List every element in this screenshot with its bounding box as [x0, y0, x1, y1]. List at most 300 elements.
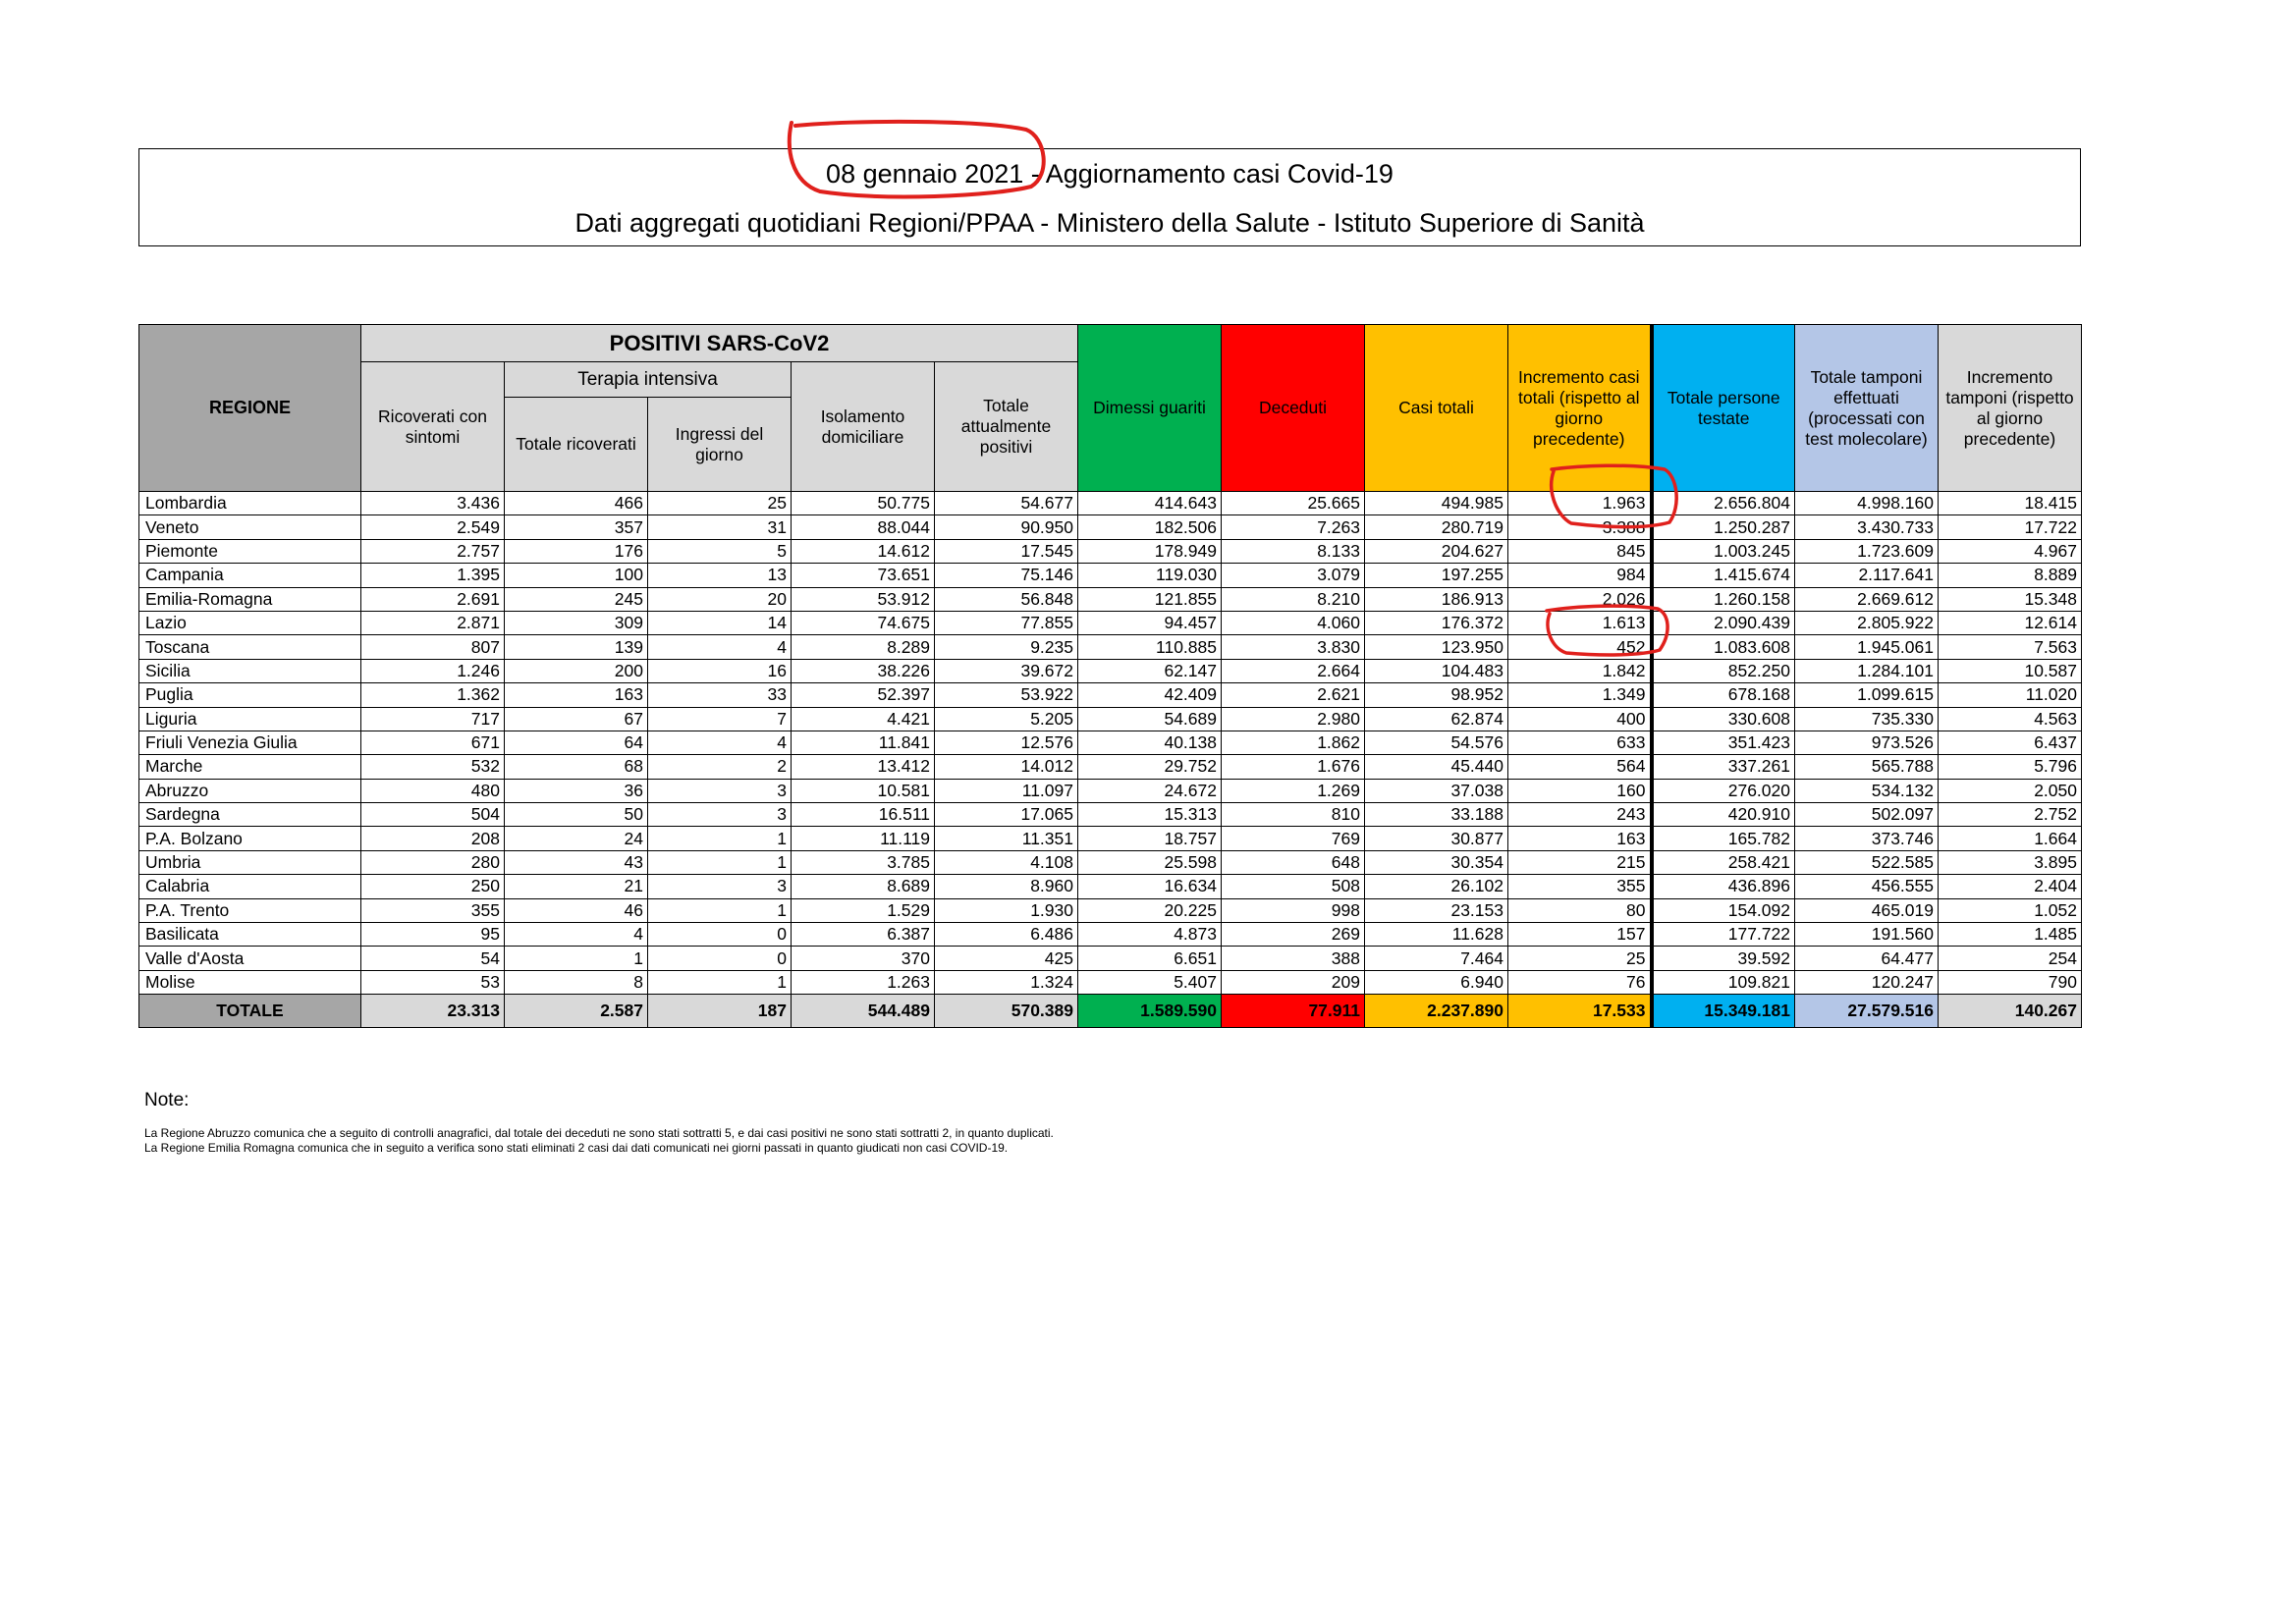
- cell-regione: Sicilia: [139, 659, 361, 682]
- cell-regione: Lombardia: [139, 492, 361, 515]
- cell-persone-testate: 258.421: [1652, 850, 1795, 874]
- table-row: [139, 779, 2082, 802]
- table-row: [139, 611, 2082, 634]
- cell-dimessi: 4.873: [1078, 923, 1222, 947]
- cell-dimessi: 62.147: [1078, 659, 1222, 682]
- cell-incremento-tamponi: 1.052: [1939, 898, 2082, 922]
- cell-isolamento: 38.226: [792, 659, 935, 682]
- cell-regione: P.A. Trento: [139, 898, 361, 922]
- table-row: [139, 827, 2082, 850]
- cell-deceduti: 648: [1222, 850, 1365, 874]
- cell-dimessi: 414.643: [1078, 492, 1222, 515]
- cell-ricoverati: 532: [361, 755, 505, 779]
- cell-casi-totali: 30.877: [1365, 827, 1508, 850]
- cell-regione: Liguria: [139, 707, 361, 731]
- cell-persone-testate: 2.090.439: [1652, 611, 1795, 634]
- cell-dimessi: 121.855: [1078, 587, 1222, 611]
- cell-ricoverati: 54: [361, 947, 505, 970]
- cell-incremento-tamponi: 17.722: [1939, 515, 2082, 539]
- cell-isolamento: 4.421: [792, 707, 935, 731]
- cell-casi-totali: 494.985: [1365, 492, 1508, 515]
- cell-casi-totali: 26.102: [1365, 875, 1508, 898]
- cell-ricoverati: 1.395: [361, 564, 505, 587]
- cell-ti-ingressi: 13: [648, 564, 792, 587]
- cell-persone-testate: 1.250.287: [1652, 515, 1795, 539]
- cell-persone-testate: 1.415.674: [1652, 564, 1795, 587]
- total-persone-testate: 15.349.181: [1652, 995, 1795, 1028]
- cell-regione: Molise: [139, 970, 361, 994]
- cell-isolamento: 11.841: [792, 731, 935, 754]
- cell-isolamento: 370: [792, 947, 935, 970]
- cell-ti-ingressi: 4: [648, 635, 792, 659]
- cell-tamponi: 4.998.160: [1795, 492, 1939, 515]
- cell-casi-totali: 204.627: [1365, 539, 1508, 563]
- cell-incremento-tamponi: 254: [1939, 947, 2082, 970]
- cell-deceduti: 25.665: [1222, 492, 1365, 515]
- cell-isolamento: 13.412: [792, 755, 935, 779]
- col-casi-totali: Casi totali: [1365, 325, 1508, 492]
- cell-ricoverati: 1.246: [361, 659, 505, 682]
- cell-ti-totale: 163: [505, 683, 648, 707]
- cell-dimessi: 110.885: [1078, 635, 1222, 659]
- cell-tamponi: 3.430.733: [1795, 515, 1939, 539]
- table-row: [139, 659, 2082, 682]
- report-title: 08 gennaio 2021 - Aggiornamento casi Covid-19: [826, 159, 1394, 189]
- cell-ti-totale: 466: [505, 492, 648, 515]
- col-dimessi: Dimessi guariti: [1078, 325, 1222, 492]
- cell-ti-ingressi: 0: [648, 947, 792, 970]
- cell-dimessi: 18.757: [1078, 827, 1222, 850]
- cell-deceduti: 1.676: [1222, 755, 1365, 779]
- cell-regione: Umbria: [139, 850, 361, 874]
- cell-ti-ingressi: 33: [648, 683, 792, 707]
- cell-isolamento: 14.612: [792, 539, 935, 563]
- cell-deceduti: 769: [1222, 827, 1365, 850]
- cell-ti-totale: 1: [505, 947, 648, 970]
- cell-positivi: 11.097: [935, 779, 1078, 802]
- cell-tamponi: 522.585: [1795, 850, 1939, 874]
- cell-casi-totali: 62.874: [1365, 707, 1508, 731]
- cell-casi-totali: 197.255: [1365, 564, 1508, 587]
- total-casi-totali: 2.237.890: [1365, 995, 1508, 1028]
- cell-ricoverati: 480: [361, 779, 505, 802]
- cell-dimessi: 25.598: [1078, 850, 1222, 874]
- cell-deceduti: 388: [1222, 947, 1365, 970]
- cell-persone-testate: 351.423: [1652, 731, 1795, 754]
- cell-tamponi: 534.132: [1795, 779, 1939, 802]
- cell-ti-totale: 64: [505, 731, 648, 754]
- cell-positivi: 5.205: [935, 707, 1078, 731]
- cell-incremento-tamponi: 790: [1939, 970, 2082, 994]
- total-tamponi: 27.579.516: [1795, 995, 1939, 1028]
- cell-ricoverati: 671: [361, 731, 505, 754]
- cell-positivi: 14.012: [935, 755, 1078, 779]
- col-ricoverati: Ricoverati con sintomi: [361, 362, 505, 492]
- cell-deceduti: 508: [1222, 875, 1365, 898]
- cell-tamponi: 735.330: [1795, 707, 1939, 731]
- cell-incremento-tamponi: 5.796: [1939, 755, 2082, 779]
- cell-positivi: 56.848: [935, 587, 1078, 611]
- cell-tamponi: 973.526: [1795, 731, 1939, 754]
- cell-deceduti: 3.830: [1222, 635, 1365, 659]
- cell-ti-totale: 50: [505, 803, 648, 827]
- cell-persone-testate: 852.250: [1652, 659, 1795, 682]
- cell-deceduti: 8.133: [1222, 539, 1365, 563]
- cell-regione: P.A. Bolzano: [139, 827, 361, 850]
- total-incremento-tamponi: 140.267: [1939, 995, 2082, 1028]
- cell-tamponi: 120.247: [1795, 970, 1939, 994]
- table-row: [139, 731, 2082, 754]
- cell-casi-totali: 54.576: [1365, 731, 1508, 754]
- cell-dimessi: 20.225: [1078, 898, 1222, 922]
- cell-tamponi: 2.117.641: [1795, 564, 1939, 587]
- total-ti-ingressi: 187: [648, 995, 792, 1028]
- cell-dimessi: 16.634: [1078, 875, 1222, 898]
- cell-casi-totali: 104.483: [1365, 659, 1508, 682]
- cell-deceduti: 2.621: [1222, 683, 1365, 707]
- cell-ti-ingressi: 3: [648, 803, 792, 827]
- cell-regione: Friuli Venezia Giulia: [139, 731, 361, 754]
- cell-tamponi: 1.099.615: [1795, 683, 1939, 707]
- cell-persone-testate: 109.821: [1652, 970, 1795, 994]
- cell-persone-testate: 154.092: [1652, 898, 1795, 922]
- covid-data-table: [138, 324, 2082, 1028]
- total-dimessi: 1.589.590: [1078, 995, 1222, 1028]
- cell-incremento-casi: 984: [1508, 564, 1652, 587]
- cell-ti-totale: 176: [505, 539, 648, 563]
- cell-incremento-tamponi: 11.020: [1939, 683, 2082, 707]
- table-row: [139, 850, 2082, 874]
- col-totale-positivi: Totale attualmente positivi: [935, 362, 1078, 492]
- cell-casi-totali: 186.913: [1365, 587, 1508, 611]
- col-incremento-tamponi: Incremento tamponi (rispetto al giorno precedente): [1939, 325, 2082, 492]
- cell-positivi: 17.545: [935, 539, 1078, 563]
- cell-positivi: 6.486: [935, 923, 1078, 947]
- cell-deceduti: 269: [1222, 923, 1365, 947]
- cell-deceduti: 1.862: [1222, 731, 1365, 754]
- cell-positivi: 11.351: [935, 827, 1078, 850]
- cell-persone-testate: 1.083.608: [1652, 635, 1795, 659]
- cell-ti-ingressi: 20: [648, 587, 792, 611]
- col-tamponi: Totale tamponi effettuati (processati con test molecolare): [1795, 325, 1939, 492]
- cell-isolamento: 3.785: [792, 850, 935, 874]
- cell-dimessi: 178.949: [1078, 539, 1222, 563]
- notes-label: Note:: [144, 1090, 190, 1110]
- total-deceduti: 77.911: [1222, 995, 1365, 1028]
- col-ti-totale: Totale ricoverati: [505, 398, 648, 492]
- cell-ti-totale: 139: [505, 635, 648, 659]
- cell-dimessi: 119.030: [1078, 564, 1222, 587]
- cell-tamponi: 456.555: [1795, 875, 1939, 898]
- table-row: [139, 515, 2082, 539]
- cell-ti-ingressi: 14: [648, 611, 792, 634]
- total-ti-totale: 2.587: [505, 995, 648, 1028]
- cell-ti-ingressi: 7: [648, 707, 792, 731]
- cell-tamponi: 1.284.101: [1795, 659, 1939, 682]
- table-row: [139, 923, 2082, 947]
- cell-ti-totale: 67: [505, 707, 648, 731]
- cell-ti-ingressi: 2: [648, 755, 792, 779]
- cell-positivi: 53.922: [935, 683, 1078, 707]
- cell-tamponi: 1.945.061: [1795, 635, 1939, 659]
- cell-ti-ingressi: 1: [648, 850, 792, 874]
- cell-casi-totali: 33.188: [1365, 803, 1508, 827]
- cell-incremento-casi: 1.963: [1508, 492, 1652, 515]
- cell-ricoverati: 2.871: [361, 611, 505, 634]
- cell-regione: Piemonte: [139, 539, 361, 563]
- cell-ti-ingressi: 1: [648, 827, 792, 850]
- cell-casi-totali: 30.354: [1365, 850, 1508, 874]
- table-row: [139, 635, 2082, 659]
- cell-regione: Puglia: [139, 683, 361, 707]
- cell-incremento-casi: 564: [1508, 755, 1652, 779]
- cell-incremento-tamponi: 2.404: [1939, 875, 2082, 898]
- cell-incremento-casi: 243: [1508, 803, 1652, 827]
- cell-regione: Sardegna: [139, 803, 361, 827]
- cell-incremento-tamponi: 8.889: [1939, 564, 2082, 587]
- cell-regione: Emilia-Romagna: [139, 587, 361, 611]
- cell-casi-totali: 11.628: [1365, 923, 1508, 947]
- cell-positivi: 9.235: [935, 635, 1078, 659]
- cell-tamponi: 565.788: [1795, 755, 1939, 779]
- cell-isolamento: 74.675: [792, 611, 935, 634]
- report-subtitle: Dati aggregati quotidiani Regioni/PPAA - Ministero della Salute - Istituto Superiore di Sanità: [574, 208, 1645, 238]
- cell-persone-testate: 1.260.158: [1652, 587, 1795, 611]
- cell-ricoverati: 2.757: [361, 539, 505, 563]
- table-row: [139, 947, 2082, 970]
- cell-incremento-casi: 3.388: [1508, 515, 1652, 539]
- cell-casi-totali: 45.440: [1365, 755, 1508, 779]
- cell-regione: Calabria: [139, 875, 361, 898]
- cell-ti-totale: 4: [505, 923, 648, 947]
- cell-positivi: 1.930: [935, 898, 1078, 922]
- table-row: [139, 875, 2082, 898]
- cell-tamponi: 2.805.922: [1795, 611, 1939, 634]
- cell-positivi: 4.108: [935, 850, 1078, 874]
- cell-deceduti: 810: [1222, 803, 1365, 827]
- cell-ti-totale: 357: [505, 515, 648, 539]
- cell-incremento-tamponi: 4.563: [1939, 707, 2082, 731]
- cell-ti-totale: 21: [505, 875, 648, 898]
- cell-ricoverati: 3.436: [361, 492, 505, 515]
- cell-ti-ingressi: 3: [648, 875, 792, 898]
- cell-deceduti: 998: [1222, 898, 1365, 922]
- cell-ti-ingressi: 1: [648, 970, 792, 994]
- col-group-terapia: Terapia intensiva: [505, 362, 792, 398]
- cell-deceduti: 4.060: [1222, 611, 1365, 634]
- cell-incremento-casi: 355: [1508, 875, 1652, 898]
- cell-regione: Marche: [139, 755, 361, 779]
- cell-positivi: 75.146: [935, 564, 1078, 587]
- cell-ricoverati: 504: [361, 803, 505, 827]
- cell-deceduti: 3.079: [1222, 564, 1365, 587]
- cell-incremento-casi: 1.613: [1508, 611, 1652, 634]
- cell-ti-ingressi: 16: [648, 659, 792, 682]
- cell-isolamento: 1.529: [792, 898, 935, 922]
- cell-ti-ingressi: 0: [648, 923, 792, 947]
- cell-ti-totale: 8: [505, 970, 648, 994]
- cell-ricoverati: 807: [361, 635, 505, 659]
- cell-deceduti: 8.210: [1222, 587, 1365, 611]
- cell-tamponi: 1.723.609: [1795, 539, 1939, 563]
- table-row: [139, 707, 2082, 731]
- report-header: [138, 148, 2081, 246]
- total-positivi: 570.389: [935, 995, 1078, 1028]
- cell-isolamento: 73.651: [792, 564, 935, 587]
- cell-tamponi: 373.746: [1795, 827, 1939, 850]
- cell-incremento-casi: 76: [1508, 970, 1652, 994]
- cell-casi-totali: 37.038: [1365, 779, 1508, 802]
- cell-ricoverati: 53: [361, 970, 505, 994]
- cell-incremento-tamponi: 15.348: [1939, 587, 2082, 611]
- cell-regione: Campania: [139, 564, 361, 587]
- cell-ricoverati: 2.691: [361, 587, 505, 611]
- cell-ricoverati: 95: [361, 923, 505, 947]
- cell-ricoverati: 1.362: [361, 683, 505, 707]
- cell-ricoverati: 717: [361, 707, 505, 731]
- cell-incremento-tamponi: 3.895: [1939, 850, 2082, 874]
- cell-positivi: 17.065: [935, 803, 1078, 827]
- cell-isolamento: 10.581: [792, 779, 935, 802]
- cell-regione: Toscana: [139, 635, 361, 659]
- cell-casi-totali: 7.464: [1365, 947, 1508, 970]
- cell-incremento-tamponi: 4.967: [1939, 539, 2082, 563]
- table-row: [139, 803, 2082, 827]
- cell-ti-totale: 309: [505, 611, 648, 634]
- cell-persone-testate: 2.656.804: [1652, 492, 1795, 515]
- col-group-positivi: POSITIVI SARS-CoV2: [361, 325, 1078, 362]
- total-row: [139, 995, 2082, 1028]
- cell-incremento-casi: 633: [1508, 731, 1652, 754]
- cell-positivi: 425: [935, 947, 1078, 970]
- cell-tamponi: 2.669.612: [1795, 587, 1939, 611]
- cell-dimessi: 5.407: [1078, 970, 1222, 994]
- cell-regione: Valle d'Aosta: [139, 947, 361, 970]
- cell-casi-totali: 280.719: [1365, 515, 1508, 539]
- cell-positivi: 1.324: [935, 970, 1078, 994]
- col-persone-testate: Totale persone testate: [1652, 325, 1795, 492]
- cell-deceduti: 2.980: [1222, 707, 1365, 731]
- cell-ti-totale: 100: [505, 564, 648, 587]
- note-line: La Regione Emilia Romagna comunica che in seguito a verifica sono stati eliminati 2 casi dai dati comunicati nei giorni passati in quanto giudicati non casi COVID-19.: [144, 1141, 1009, 1155]
- cell-isolamento: 50.775: [792, 492, 935, 515]
- cell-persone-testate: 337.261: [1652, 755, 1795, 779]
- col-deceduti: Deceduti: [1222, 325, 1365, 492]
- cell-ti-ingressi: 3: [648, 779, 792, 802]
- cell-isolamento: 11.119: [792, 827, 935, 850]
- cell-dimessi: 24.672: [1078, 779, 1222, 802]
- cell-isolamento: 6.387: [792, 923, 935, 947]
- cell-regione: Veneto: [139, 515, 361, 539]
- table-row: [139, 970, 2082, 994]
- cell-positivi: 12.576: [935, 731, 1078, 754]
- cell-ti-totale: 24: [505, 827, 648, 850]
- total-ricoverati: 23.313: [361, 995, 505, 1028]
- cell-ti-totale: 200: [505, 659, 648, 682]
- cell-incremento-casi: 845: [1508, 539, 1652, 563]
- cell-persone-testate: 39.592: [1652, 947, 1795, 970]
- table-row: [139, 898, 2082, 922]
- cell-casi-totali: 98.952: [1365, 683, 1508, 707]
- cell-incremento-casi: 157: [1508, 923, 1652, 947]
- cell-incremento-casi: 400: [1508, 707, 1652, 731]
- cell-positivi: 90.950: [935, 515, 1078, 539]
- cell-dimessi: 15.313: [1078, 803, 1222, 827]
- cell-incremento-tamponi: 1.664: [1939, 827, 2082, 850]
- cell-ti-totale: 36: [505, 779, 648, 802]
- cell-positivi: 54.677: [935, 492, 1078, 515]
- cell-ricoverati: 355: [361, 898, 505, 922]
- cell-ti-ingressi: 5: [648, 539, 792, 563]
- note-line: La Regione Abruzzo comunica che a seguito di controlli anagrafici, dal totale dei deceduti ne sono stati sottratti 5, e dai casi positivi ne sono stati sottratti 2, in quanto duplicati.: [144, 1126, 1054, 1140]
- cell-regione: Basilicata: [139, 923, 361, 947]
- col-ti-ingressi: Ingressi del giorno: [648, 398, 792, 492]
- cell-total-label: TOTALE: [139, 995, 361, 1028]
- cell-ti-totale: 245: [505, 587, 648, 611]
- cell-isolamento: 16.511: [792, 803, 935, 827]
- cell-positivi: 77.855: [935, 611, 1078, 634]
- cell-persone-testate: 1.003.245: [1652, 539, 1795, 563]
- cell-incremento-casi: 1.842: [1508, 659, 1652, 682]
- cell-dimessi: 6.651: [1078, 947, 1222, 970]
- cell-ti-ingressi: 1: [648, 898, 792, 922]
- cell-tamponi: 502.097: [1795, 803, 1939, 827]
- cell-ricoverati: 2.549: [361, 515, 505, 539]
- total-incremento-casi: 17.533: [1508, 995, 1652, 1028]
- cell-tamponi: 465.019: [1795, 898, 1939, 922]
- cell-isolamento: 52.397: [792, 683, 935, 707]
- cell-isolamento: 1.263: [792, 970, 935, 994]
- cell-deceduti: 209: [1222, 970, 1365, 994]
- cell-persone-testate: 678.168: [1652, 683, 1795, 707]
- table-row: [139, 492, 2082, 515]
- cell-dimessi: 182.506: [1078, 515, 1222, 539]
- cell-incremento-casi: 215: [1508, 850, 1652, 874]
- table-row: [139, 587, 2082, 611]
- cell-ti-ingressi: 25: [648, 492, 792, 515]
- col-regione: REGIONE: [139, 325, 361, 492]
- cell-dimessi: 42.409: [1078, 683, 1222, 707]
- cell-dimessi: 40.138: [1078, 731, 1222, 754]
- cell-deceduti: 1.269: [1222, 779, 1365, 802]
- cell-ricoverati: 250: [361, 875, 505, 898]
- cell-ricoverati: 280: [361, 850, 505, 874]
- cell-casi-totali: 123.950: [1365, 635, 1508, 659]
- cell-deceduti: 7.263: [1222, 515, 1365, 539]
- cell-ti-totale: 43: [505, 850, 648, 874]
- cell-incremento-tamponi: 1.485: [1939, 923, 2082, 947]
- cell-positivi: 39.672: [935, 659, 1078, 682]
- cell-isolamento: 8.289: [792, 635, 935, 659]
- cell-persone-testate: 420.910: [1652, 803, 1795, 827]
- cell-isolamento: 8.689: [792, 875, 935, 898]
- cell-persone-testate: 436.896: [1652, 875, 1795, 898]
- cell-incremento-casi: 2.026: [1508, 587, 1652, 611]
- cell-incremento-casi: 163: [1508, 827, 1652, 850]
- cell-ti-totale: 46: [505, 898, 648, 922]
- cell-incremento-tamponi: 18.415: [1939, 492, 2082, 515]
- table-row: [139, 539, 2082, 563]
- cell-ti-ingressi: 4: [648, 731, 792, 754]
- cell-dimessi: 94.457: [1078, 611, 1222, 634]
- cell-incremento-tamponi: 10.587: [1939, 659, 2082, 682]
- cell-incremento-tamponi: 6.437: [1939, 731, 2082, 754]
- cell-deceduti: 2.664: [1222, 659, 1365, 682]
- cell-ti-totale: 68: [505, 755, 648, 779]
- cell-tamponi: 191.560: [1795, 923, 1939, 947]
- table-row: [139, 564, 2082, 587]
- cell-persone-testate: 177.722: [1652, 923, 1795, 947]
